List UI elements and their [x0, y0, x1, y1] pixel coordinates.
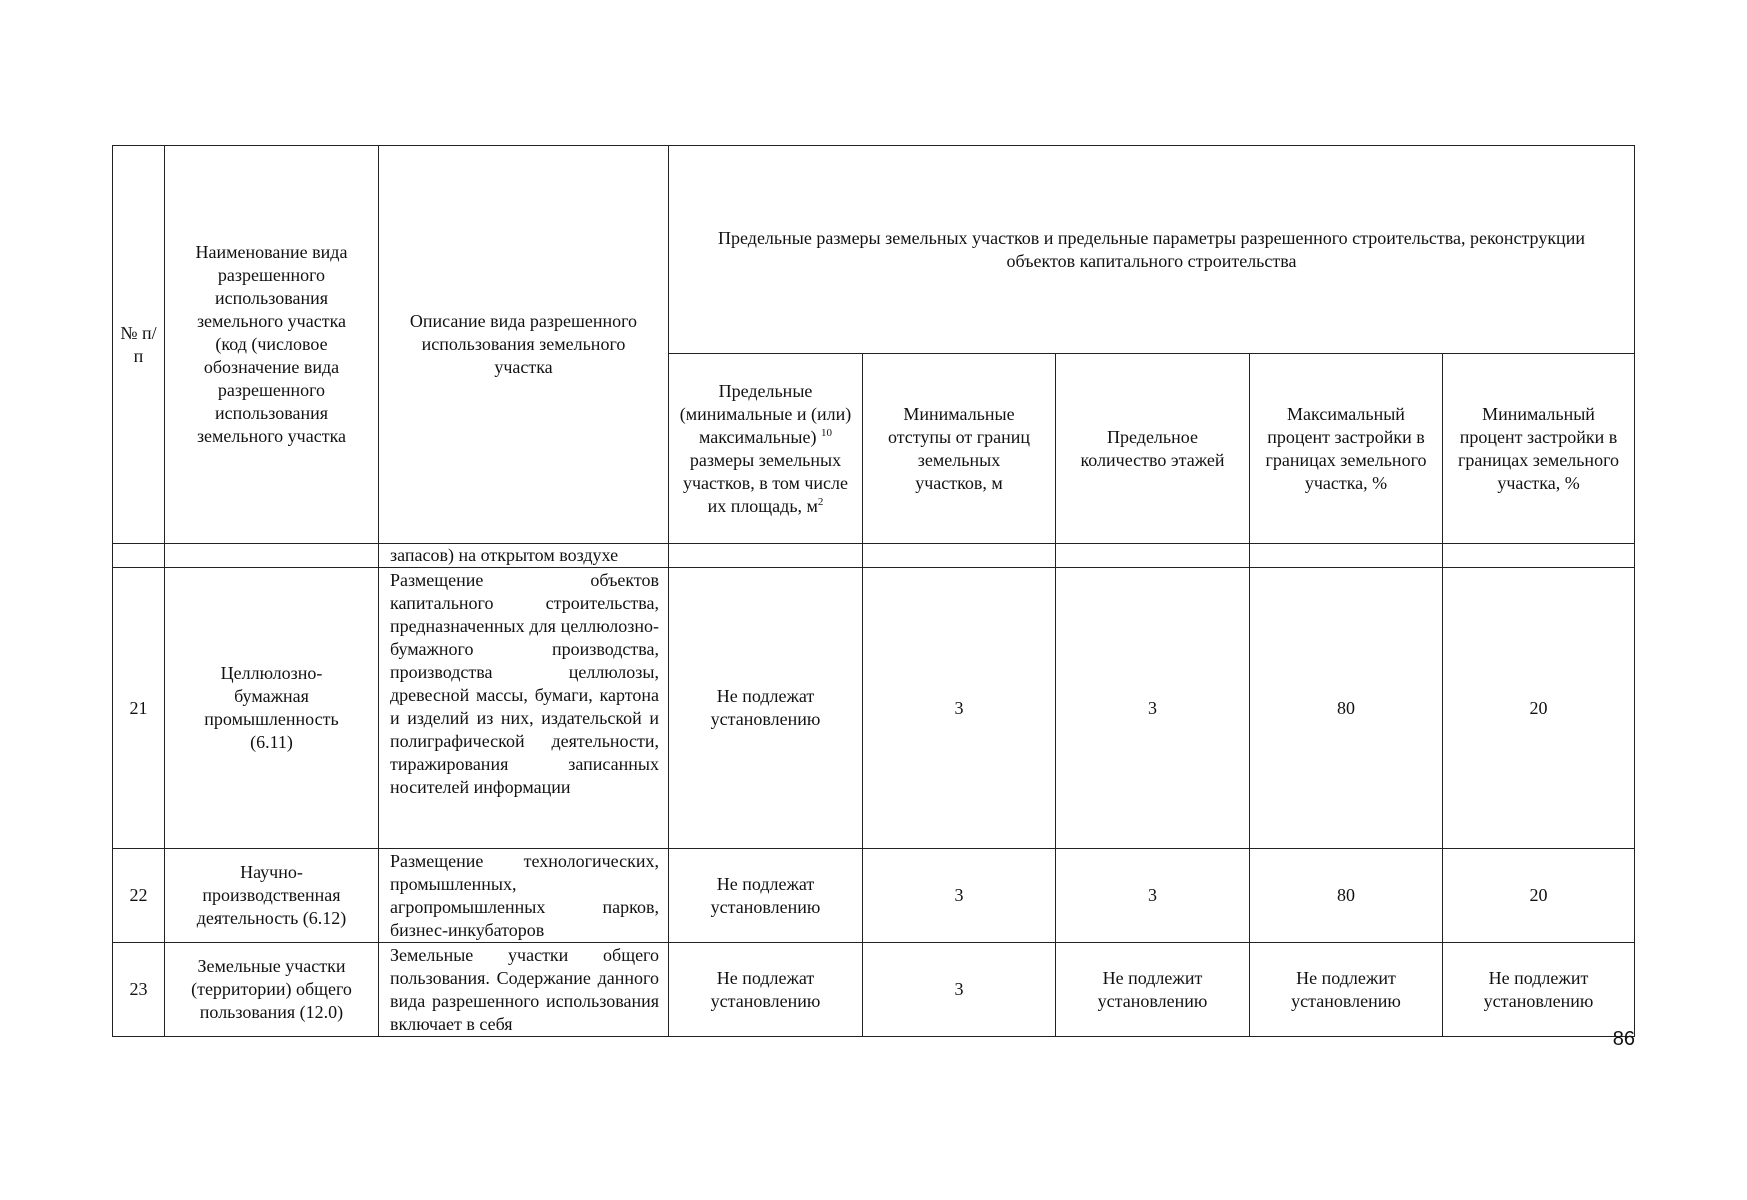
row-max-build: Не подлежит установлению [1250, 943, 1443, 1037]
row-num: 23 [113, 943, 165, 1037]
row-floors: Не подлежит установлению [1056, 943, 1250, 1037]
table-row [113, 943, 1635, 1037]
table-row [113, 568, 1635, 849]
cont-min-build [1443, 544, 1635, 568]
cont-num [113, 544, 165, 568]
header-setbacks: Минимальные отступы от границ земельных участков, м [863, 354, 1056, 544]
header-floors: Предельное количество этажей [1056, 354, 1250, 544]
header-group-limits: Предельные размеры земельных участков и предельные параметры разрешенного строительства, реконструкции объектов капитального строительства [669, 146, 1635, 354]
land-use-table [112, 145, 1635, 1037]
row-num: 21 [113, 568, 165, 849]
row-setbacks: 3 [863, 568, 1056, 849]
row-name: Научно-производственная деятельность (6.12) [165, 849, 379, 943]
header-min-build: Минимальный процент застройки в границах земельного участка, % [1443, 354, 1635, 544]
table-row [113, 849, 1635, 943]
cont-max-build [1250, 544, 1443, 568]
row-num: 22 [113, 849, 165, 943]
row-sizes: Не подлежат установлению [669, 943, 863, 1037]
header-max-build: Максимальный процент застройки в границах земельного участка, % [1250, 354, 1443, 544]
row-sizes: Не подлежат установлению [669, 568, 863, 849]
row-min-build: Не подлежит установлению [1443, 943, 1635, 1037]
cont-setbacks [863, 544, 1056, 568]
header-name: Наименование вида разрешенного использования земельного участка (код (числовое обозначение вида разрешенного использования земельного участка [165, 146, 379, 544]
cont-sizes [669, 544, 863, 568]
row-max-build: 80 [1250, 568, 1443, 849]
header-sizes-text: Предельные (минимальные и (или) максимальные) [679, 380, 852, 447]
page-number: 86 [1612, 1028, 1635, 1050]
row-min-build: 20 [1443, 568, 1635, 849]
row-floors: 3 [1056, 849, 1250, 943]
row-min-build: 20 [1443, 849, 1635, 943]
header-description: Описание вида разрешенного использования земельного участка [379, 146, 669, 544]
row-setbacks: 3 [863, 943, 1056, 1037]
continuation-row [113, 544, 1635, 568]
cont-name [165, 544, 379, 568]
cont-description: запасов) на открытом воздухе [379, 544, 669, 568]
header-row-1 [113, 146, 1635, 354]
row-floors: 3 [1056, 568, 1250, 849]
row-description: Размещение технологических, промышленных, агропромышленных парков, бизнес-инкубаторов [379, 849, 669, 943]
header-num: № п/п [113, 146, 165, 544]
row-description: Земельные участки общего пользования. Содержание данного вида разрешенного использования включает в себя [379, 943, 669, 1037]
header-sizes [669, 354, 863, 544]
row-max-build: 80 [1250, 849, 1443, 943]
row-setbacks: 3 [863, 849, 1056, 943]
row-name: Земельные участки (территории) общего пользования (12.0) [165, 943, 379, 1037]
header-sizes-unit-sup: 2 [817, 495, 824, 508]
row-description: Размещение объектов капитального строительства, предназначенных для целлюлозно-бумажного производства, производства целлюлозы, древесной массы, бумаги, картона и изделий из них, издательской и полиграфической деятельности, тиражирования записанных носителей информации [379, 568, 669, 849]
header-sizes-footnote: 10 [821, 426, 832, 439]
row-sizes: Не подлежат установлению [669, 849, 863, 943]
row-name: Целлюлозно-бумажная промышленность (6.11) [165, 568, 379, 849]
cont-floors [1056, 544, 1250, 568]
header-sizes-tail: размеры земельных участков, в том числе их площадь, м [682, 449, 849, 516]
